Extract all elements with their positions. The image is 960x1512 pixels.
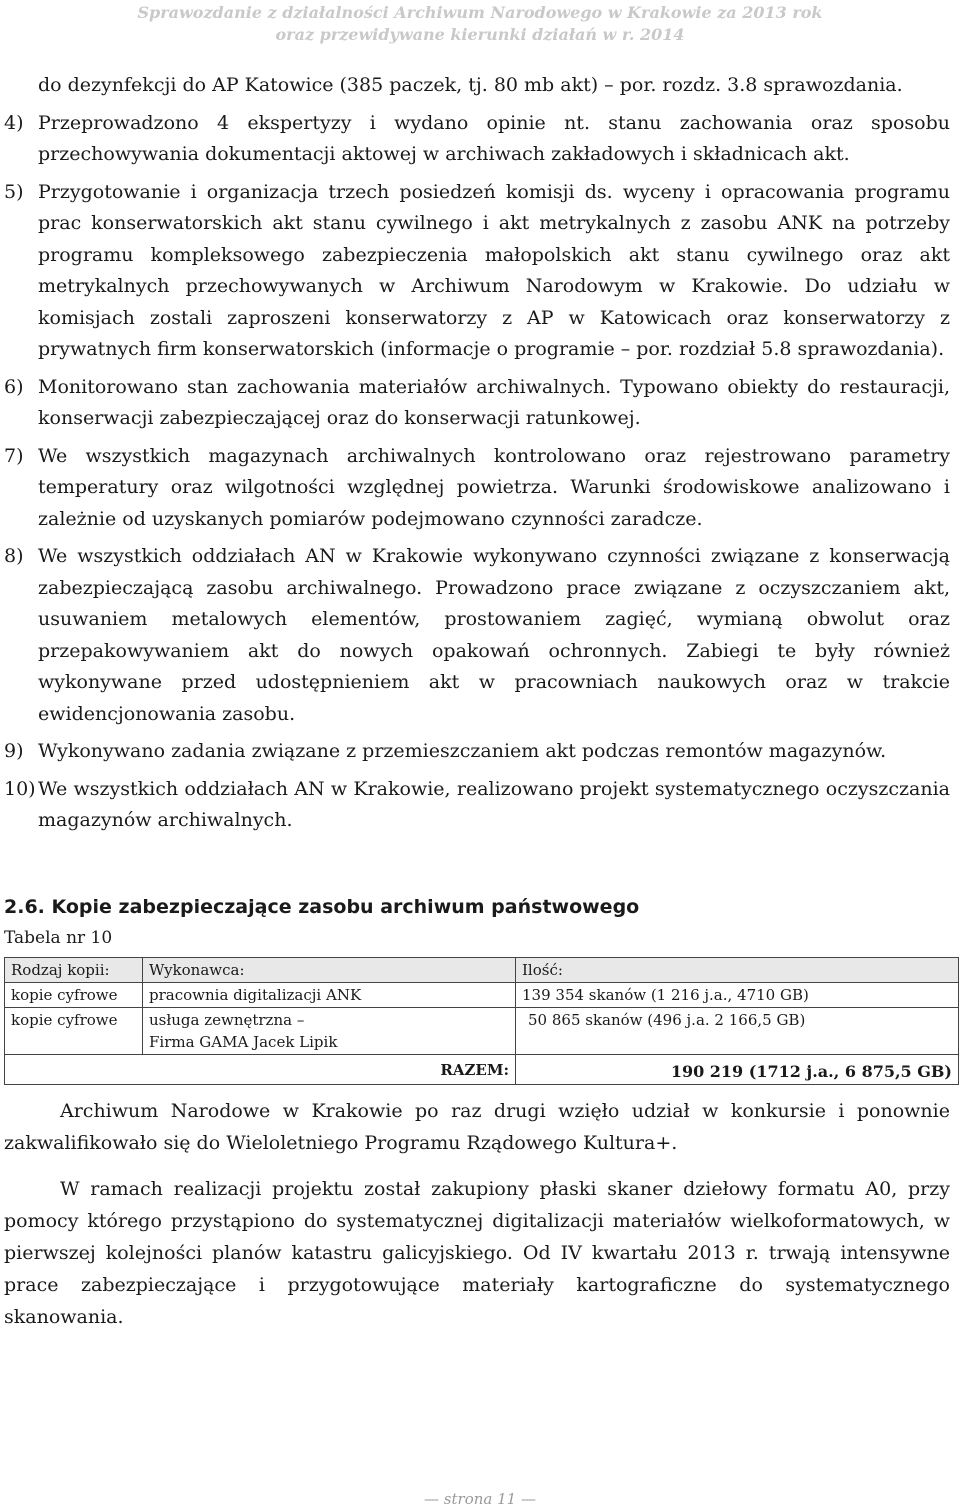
list-item-10 — [0, 774, 960, 837]
list-item-text: Przeprowadzono 4 ekspertyzy i wydano opinie nt. stanu zachowania oraz sposobu przechowywania dokumentacji aktowej w archiwach zakładowych i składnicach akt. — [38, 111, 950, 165]
list-item-text: Monitorowano stan zachowania materiałów archiwalnych. Typowano obiekty do restauracji, konserwacji zabezpieczającej oraz do konserwacji ratunkowej. — [38, 375, 950, 429]
paragraph: W ramach realizacji projektu został zakupiony płaski skaner dziełowy formatu A0, przy pomocy którego przystąpiono do systematycznej digitalizacji materiałów wielkoformatowych, w pierwszej kolejności planów katastru galicyjskiego. Od IV kwartału 2013 r. trwają intensywne prace zabezpieczające i przygotowujące materiały kartograficzne do systematycznego skanowania. — [4, 1177, 950, 1328]
list-item-text: We wszystkich magazynach archiwalnych kontrolowano oraz rejestrowano parametry temperatury oraz wilgotności względnej powietrza. Warunki środowiskowe analizowano i zależnie od uzyskanych pomiarów podejmowano czynności zaradcze. — [38, 444, 950, 530]
list-item-text: Wykonywano zadania związane z przemieszczaniem akt podczas remontów magazynów. — [38, 740, 887, 762]
cell-amount: 139 354 skanów (1 216 j.a., 4710 GB) — [516, 982, 959, 1007]
page-footer: — strona 11 — — [424, 1490, 536, 1508]
total-value: 190 219 (1712 j.a., 6 875,5 GB) — [516, 1054, 959, 1084]
list-item-number: 5) — [4, 180, 24, 203]
cell-amount: 50 865 skanów (496 j.a. 2 166,5 GB) — [516, 1007, 959, 1054]
list-item-6 — [0, 372, 960, 435]
header-line-1: Sprawozdanie z działalności Archiwum Narodowego w Krakowie za 2013 rok — [137, 3, 823, 22]
header-amount: Ilość: — [516, 957, 959, 982]
list-item-5 — [0, 177, 960, 366]
header-type: Rodzaj kopii: — [5, 957, 143, 982]
table-row — [5, 1007, 959, 1054]
list-item-text: We wszystkich oddziałach AN w Krakowie, realizowano projekt systematycznego oczyszczania magazynów archiwalnych. — [38, 777, 950, 831]
paragraph: Archiwum Narodowe w Krakowie po raz drugi wzięło udział w konkursie i ponownie zakwalifikowało się do Wieloletniego Programu Rządowego Kultura+. — [4, 1099, 950, 1154]
table-header-row — [5, 957, 959, 982]
list-item-9 — [0, 736, 960, 768]
list-item-number: 9) — [4, 740, 24, 762]
list-item-number: 7) — [4, 444, 24, 467]
list-item-8 — [0, 541, 960, 730]
list-item-continuation — [0, 70, 960, 102]
list-item-text: Przygotowanie i organizacja trzech posiedzeń komisji ds. wyceny i opracowania programu prac konserwatorskich akt stanu cywilnego i akt metrykalnych z zasobu ANK na potrzeby programu kompleksowego zabezpieczenia małopolskich akt stanu cywilnego oraz akt metrykalnych przechowywanych w Archiwum Narodowym w Krakowie. Do udziału w komisjach zostali zaproszeni konserwatorzy z AP w Katowicach oraz konserwatorzy z prywatnych firm konserwatorskich (informacje o programie – por. rozdział 5.8 sprawozdania). — [38, 180, 950, 360]
list-item-number: 10) — [4, 777, 36, 800]
running-header — [0, 0, 960, 54]
list-item-text: We wszystkich oddziałach AN w Krakowie wykonywano czynności związane z konserwacją zabezpieczającą zasobu archiwalnego. Prowadzono prace związane z oczyszczaniem akt, usuwaniem metalowych elementów, prostowaniem zagięć, wymianą obwolut oraz przepakowywaniem akt do nowych opakowań ochronnych. Zabiegi te były również wykonywane przed udostępnieniem akt w pracowniach naukowych oraz w trakcie ewidencjonowania zasobu. — [38, 545, 950, 725]
copies-table — [4, 957, 959, 1085]
list-item-text: do dezynfekcji do AP Katowice (385 paczek, tj. 80 mb akt) – por. rozdz. 3.8 sprawozdania. — [38, 74, 903, 96]
list-item-number: 4) — [4, 111, 24, 134]
cell-vendor-line-1: usługa zewnętrzna – — [149, 1010, 305, 1029]
list-item-7 — [0, 441, 960, 536]
header-line-2: oraz przewidywane kierunki działań w r. 2014 — [275, 25, 685, 44]
header-vendor: Wykonawca: — [143, 957, 516, 982]
total-label: RAZEM: — [5, 1054, 516, 1084]
cell-vendor: pracownia digitalizacji ANK — [143, 982, 516, 1007]
table-caption: Tabela nr 10 — [4, 927, 113, 948]
cell-type: kopie cyfrowe — [5, 1007, 143, 1054]
cell-type: kopie cyfrowe — [5, 982, 143, 1007]
section-heading: 2.6. Kopie zabezpieczające zasobu archiwum państwowego — [4, 895, 640, 918]
page-body — [0, 70, 960, 1333]
list-item-4 — [0, 108, 960, 171]
list-item-number: 8) — [4, 545, 24, 567]
cell-vendor-line-2: Firma GAMA Jacek Lipik — [149, 1032, 338, 1051]
table-total-row — [5, 1054, 959, 1084]
table-row — [5, 982, 959, 1007]
cell-vendor — [143, 1007, 516, 1054]
list-item-number: 6) — [4, 375, 24, 398]
